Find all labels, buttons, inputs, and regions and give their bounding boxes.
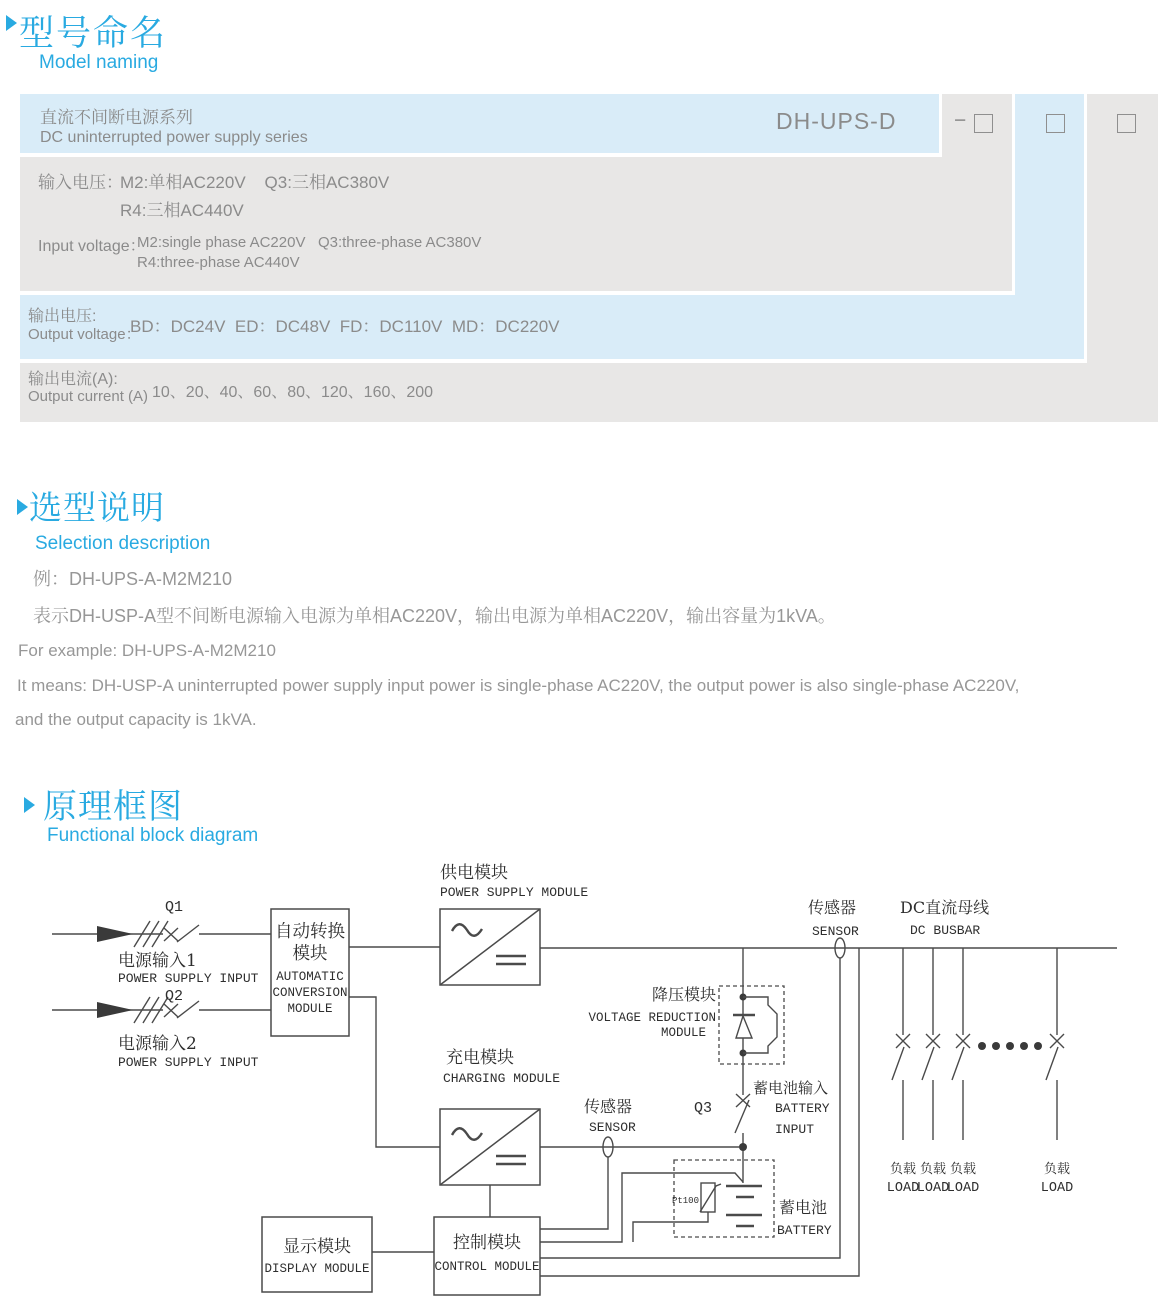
load2-label-en: LOAD	[916, 1181, 950, 1196]
series-name-en: DC uninterrupted power supply series	[40, 129, 308, 146]
load3-label-cn: 负载	[949, 1162, 977, 1177]
busbar-label-en: DC BUSBAR	[910, 923, 981, 938]
feeder-2	[917, 948, 949, 1196]
input-arrow-icon	[97, 1002, 133, 1018]
feeder-1	[887, 948, 919, 1196]
feeder-3	[947, 948, 979, 1196]
output-current-values: 10、20、40、60、80、120、160、200	[152, 384, 434, 401]
battery-label-en: BATTERY	[777, 1223, 832, 1238]
dc-symbol-icon	[496, 1156, 526, 1164]
dc-symbol-icon	[496, 956, 526, 964]
battery-input-label-cn: 蓄电池输入	[753, 1079, 829, 1097]
section1-title: 型号命名	[19, 14, 168, 53]
chm-label-en: CHARGING MODULE	[443, 1071, 561, 1086]
automatic-conversion-module	[271, 909, 440, 1147]
breaker-x-icon	[164, 1004, 178, 1017]
selection-example-en: For example: DH-UPS-A-M2M210	[18, 641, 276, 660]
dm-label-cn: 显示模块	[283, 1237, 351, 1257]
functional-block-diagram	[0, 850, 1167, 1308]
input-arrow-icon	[97, 926, 133, 942]
input2-label-cn: 电源输入2	[118, 1034, 197, 1054]
input-voltage-en-line1: M2:single phase AC220V Q3:three-phase AC380V	[137, 234, 482, 251]
output-voltage-label-en: Output voltage：	[28, 326, 141, 343]
pt100-label: Pt100	[671, 1196, 699, 1206]
breaker-x-icon	[164, 928, 178, 941]
section2-title: 选型说明	[29, 489, 165, 526]
feeder-ellipsis	[978, 1042, 1042, 1050]
battery-icon	[726, 1186, 762, 1226]
q3-label: Q3	[694, 1100, 713, 1117]
load1-label-en: LOAD	[886, 1181, 920, 1196]
battery-label-cn: 蓄电池	[779, 1198, 828, 1217]
output-current-label-cn: 输出电流(A):	[28, 371, 118, 388]
q1-label: Q1	[165, 899, 184, 916]
model-code: DH-UPS-D	[776, 108, 897, 134]
vrm-label-en1: VOLTAGE REDUCTION	[588, 1011, 716, 1025]
voltage-reduction-module	[588, 948, 784, 1095]
ac-symbol-icon	[452, 1128, 482, 1140]
breaker-x-icon	[736, 1094, 750, 1107]
ac-symbol-icon	[452, 924, 482, 936]
model-dash: −	[954, 109, 967, 132]
section1-bullet-icon	[6, 15, 17, 31]
section2-bullet-icon	[17, 499, 28, 515]
vrm-label-cn: 降压模块	[651, 985, 716, 1004]
acm-label-en2: CONVERSION	[272, 986, 348, 1000]
power-input-2	[52, 988, 271, 1070]
acm-label-cn1: 自动转换	[275, 922, 345, 942]
battery-input-label-en1: BATTERY	[775, 1101, 830, 1116]
input-voltage-en-line2: R4:three-phase AC440V	[137, 254, 300, 271]
dm-label-en: DISPLAY MODULE	[264, 1262, 370, 1276]
input-voltage-label-cn: 输入电压：	[38, 173, 123, 192]
selection-meaning-en2: and the output capacity is 1kVA.	[15, 710, 257, 729]
dc-busbar	[540, 898, 1117, 958]
placeholder-box-1	[974, 114, 993, 133]
q2-label: Q2	[165, 988, 184, 1005]
acm-label-en1: AUTOMATIC	[276, 970, 344, 984]
chm-label-cn: 充电模块	[446, 1048, 514, 1068]
sensor1-label-cn: 传感器	[808, 898, 857, 917]
vrm-label-en2: MODULE	[660, 1026, 706, 1040]
load4-label-cn: 负载	[1043, 1162, 1071, 1177]
psm-label-cn: 供电模块	[440, 863, 508, 883]
series-name-cn: 直流不间断电源系列	[40, 108, 193, 127]
feeder-4	[1041, 948, 1073, 1196]
output-current-label-en: Output current (A)	[28, 388, 149, 405]
diode-icon	[736, 1016, 752, 1038]
cm-label-cn: 控制模块	[453, 1233, 521, 1253]
acm-label-cn2: 模块	[292, 944, 328, 964]
section2-subtitle: Selection description	[35, 533, 211, 554]
selection-example-cn: 例：DH-UPS-A-M2M210	[33, 569, 233, 589]
input-voltage-cn-line1: M2:单相AC220V Q3:三相AC380V	[120, 173, 390, 192]
input1-label-en: POWER SUPPLY INPUT	[118, 971, 259, 986]
junction-dot	[739, 1143, 747, 1151]
output-voltage-values: BD：DC24V ED：DC48V FD：DC110V MD：DC220V	[130, 317, 560, 336]
bypass-path	[743, 997, 777, 1053]
power-input-1	[52, 899, 271, 986]
sensor2-label-en: SENSOR	[589, 1120, 636, 1135]
psm-label-en: POWER SUPPLY MODULE	[440, 885, 589, 900]
section3-title: 原理框图	[43, 788, 183, 826]
input2-label-en: POWER SUPPLY INPUT	[118, 1055, 259, 1070]
selection-meaning-en1: It means: DH-USP-A uninterrupted power supply input power is single-phase AC220V, the output power is also single-phase AC220V,	[17, 676, 1020, 695]
selection-meaning-cn: 表示DH-USP-A型不间断电源输入电源为单相AC220V，输出电源为单相AC220V，输出容量为1kVA。	[33, 606, 836, 626]
input1-label-cn: 电源输入1	[118, 951, 197, 971]
power-supply-module	[440, 863, 588, 985]
section3-bullet-icon	[24, 797, 35, 813]
placeholder-box-2	[1046, 114, 1065, 133]
load2-label-cn: 负载	[919, 1162, 947, 1177]
section1-subtitle: Model naming	[39, 52, 159, 73]
acm-label-en3: MODULE	[287, 1002, 333, 1016]
placeholder-box-3	[1117, 114, 1136, 133]
busbar-label-cn: DC直流母线	[900, 898, 990, 917]
load4-label-en: LOAD	[1040, 1181, 1074, 1196]
load-feeders	[887, 948, 1073, 1196]
battery-input-label-en2: INPUT	[775, 1122, 815, 1137]
input-voltage-cn-line2: R4:三相AC440V	[120, 201, 244, 220]
input-voltage-label-en: Input voltage：	[38, 238, 146, 255]
output-voltage-label-cn: 输出电压:	[28, 308, 97, 325]
load1-label-cn: 负载	[889, 1162, 917, 1177]
cm-label-en: CONTROL MODULE	[434, 1260, 540, 1274]
battery-input	[694, 1079, 830, 1183]
section3-subtitle: Functional block diagram	[47, 825, 259, 846]
control-module	[434, 1185, 540, 1295]
display-module	[262, 1217, 434, 1292]
sensor1-label-en: SENSOR	[812, 924, 859, 939]
load3-label-en: LOAD	[946, 1181, 980, 1196]
sensor2-label-cn: 传感器	[584, 1097, 633, 1116]
